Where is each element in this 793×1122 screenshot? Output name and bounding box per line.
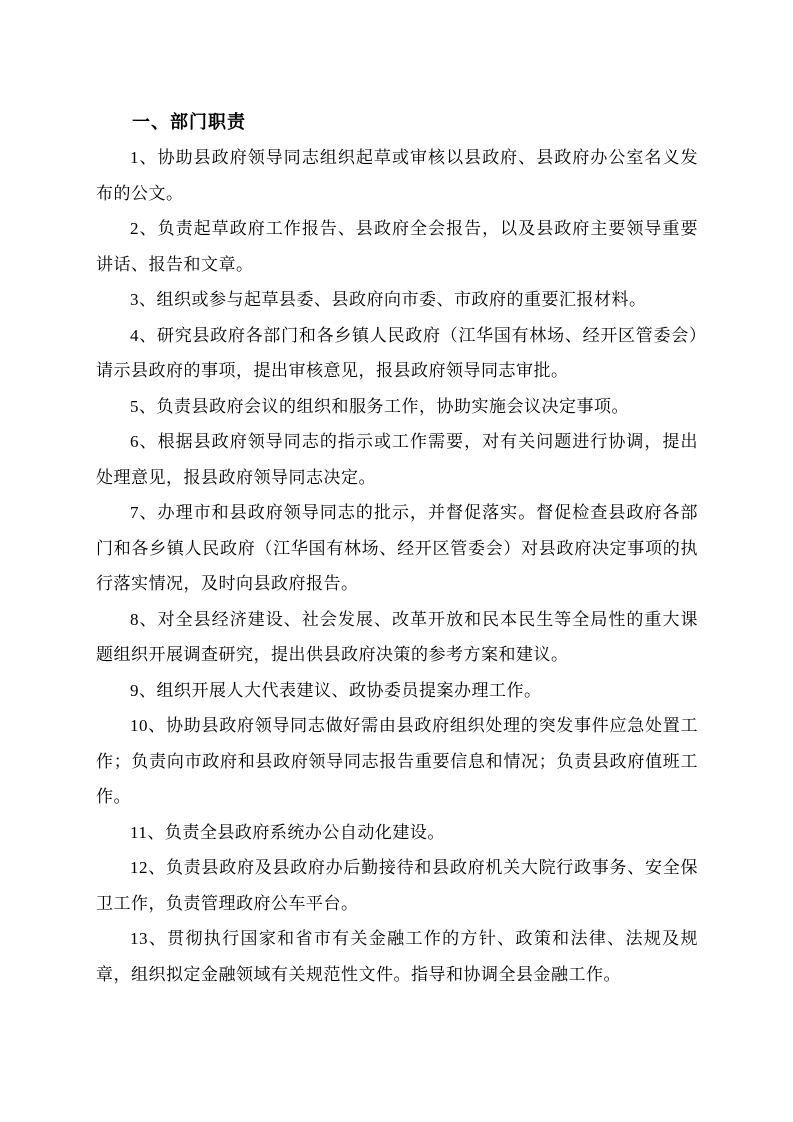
document-title: 一、部门职责	[132, 112, 246, 132]
paragraph-2: 2、负责起草政府工作报告、县政府全会报告，以及县政府主要领导重要讲话、报告和文章。	[96, 219, 698, 274]
paragraph-1: 1、协助县政府领导同志组织起草或审核以县政府、县政府办公室名义发布的公文。	[96, 148, 698, 203]
paragraph-8: 8、对全县经济建设、社会发展、改革开放和民本民生等全局性的重大课题组织开展调查研究，提出供县政府决策的参考方案和建议。	[96, 609, 698, 664]
paragraph-11: 11、负责全县政府系统办公自动化建设。	[130, 822, 445, 842]
paragraph-12: 12、负责县政府及县政府办后勤接待和县政府机关大院行政事务、安全保卫工作，负责管理政府公车平台。	[96, 858, 698, 913]
paragraph-10: 10、协助县政府领导同志做好需由县政府组织处理的突发事件应急处置工作；负责向市政府和县政府领导同志报告重要信息和情况；负责县政府值班工作。	[96, 716, 698, 806]
paragraph-3: 3、组织或参与起草县委、县政府向市委、市政府的重要汇报材料。	[130, 290, 647, 309]
paragraph-13: 13、贯彻执行国家和省市有关金融工作的方针、政策和法律、法规及规章，组织拟定金融领域有关规范性文件。指导和协调全县金融工作。	[96, 929, 698, 984]
paragraph-9: 9、组织开展人大代表建议、政协委员提案办理工作。	[130, 680, 542, 700]
paragraph-5: 5、负责县政府会议的组织和服务工作，协助实施会议决定事项。	[130, 396, 629, 416]
paragraph-4: 4、研究县政府各部门和各乡镇人民政府（江华国有林场、经开区管委会）请示县政府的事项，提出审核意见，报县政府领导同志审批。	[96, 325, 698, 380]
paragraph-7: 7、办理市和县政府领导同志的批示，并督促落实。督促检查县政府各部门和各乡镇人民政府（江华国有林场、经开区管委会）对县政府决定事项的执行落实情况，及时向县政府报告。	[96, 503, 698, 593]
paragraph-6: 6、根据县政府领导同志的指示或工作需要，对有关问题进行协调，提出处理意见，报县政府领导同志决定。	[96, 432, 698, 487]
